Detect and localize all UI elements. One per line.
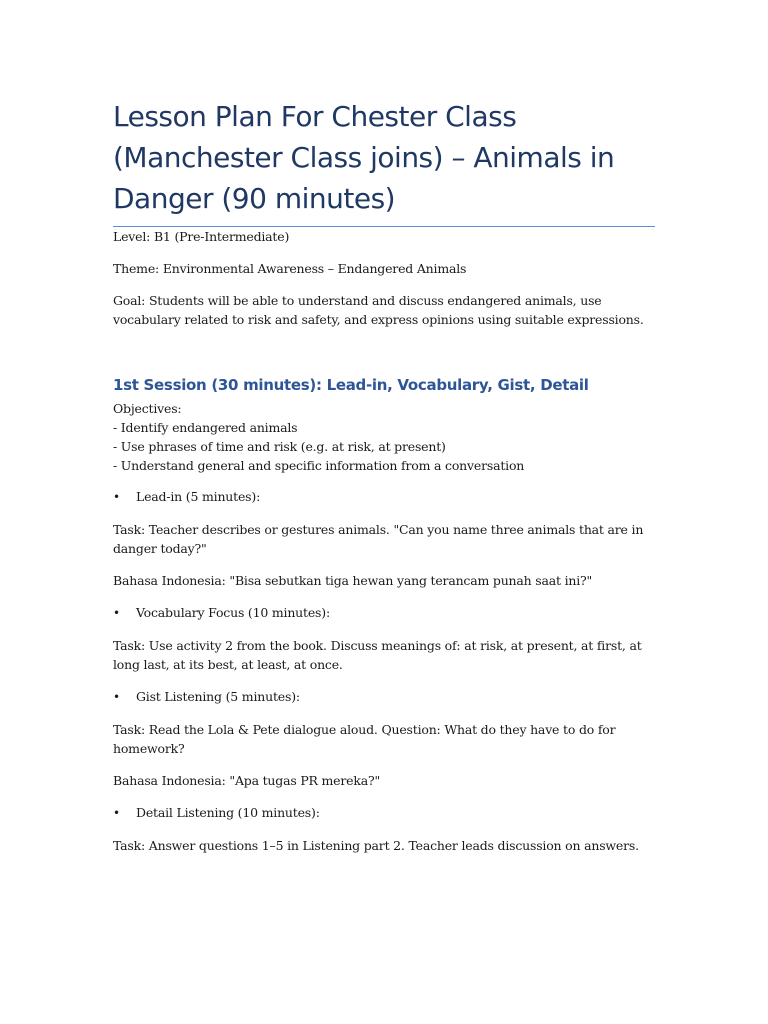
- session-heading: 1st Session (30 minutes): Lead-in, Vocabulary, Gist, Detail: [113, 376, 589, 394]
- theme-text: Theme: Environmental Awareness – Endangered Animals: [113, 261, 467, 276]
- activity-task: Task: Teacher describes or gestures animals. "Can you name three animals that are in danger today?": [113, 522, 644, 556]
- activity-task: Task: Use activity 2 from the book. Discuss meanings of: at risk, at present, at first, at long last, at its best, at least, at once.: [113, 638, 642, 672]
- activity-bullet: [113, 687, 655, 707]
- bullet-icon: •: [113, 806, 120, 820]
- bullet-icon: •: [113, 690, 120, 704]
- activity-task: Task: Answer questions 1–5 in Listening part 2. Teacher leads discussion on answers.: [113, 838, 639, 853]
- document-page: [113, 96, 655, 868]
- objective-item: - Identify endangered animals: [113, 420, 298, 435]
- bullet-icon: •: [113, 606, 120, 620]
- activity-bahasa: Bahasa Indonesia: "Apa tugas PR mereka?": [113, 773, 381, 788]
- activities-list: [113, 487, 655, 855]
- activity-title: Vocabulary Focus (10 minutes):: [136, 605, 330, 620]
- objectives-label: Objectives:: [113, 401, 182, 416]
- activity-bullet: [113, 487, 655, 507]
- level-text: Level: B1 (Pre-Intermediate): [113, 229, 290, 244]
- activity-title: Lead-in (5 minutes):: [136, 489, 261, 504]
- document-title: Lesson Plan For Chester Class (Manchester Class joins) – Animals in Danger (90 minutes): [113, 96, 655, 227]
- bullet-icon: •: [113, 490, 120, 504]
- objective-item: - Understand general and specific information from a conversation: [113, 458, 525, 473]
- objective-item: - Use phrases of time and risk (e.g. at risk, at present): [113, 439, 446, 454]
- objectives-block: [113, 399, 655, 475]
- activity-bullet: [113, 603, 655, 623]
- activity-title: Gist Listening (5 minutes):: [136, 689, 300, 704]
- activity-bahasa: Bahasa Indonesia: "Bisa sebutkan tiga hewan yang terancam punah saat ini?": [113, 573, 593, 588]
- activity-bullet: [113, 803, 655, 823]
- activity-title: Detail Listening (10 minutes):: [136, 805, 320, 820]
- activity-task: Task: Read the Lola & Pete dialogue aloud. Question: What do they have to do for homework?: [113, 722, 616, 756]
- goal-text: Goal: Students will be able to understand and discuss endangered animals, use vocabulary related to risk and safety, and express opinions using suitable expressions.: [113, 293, 644, 327]
